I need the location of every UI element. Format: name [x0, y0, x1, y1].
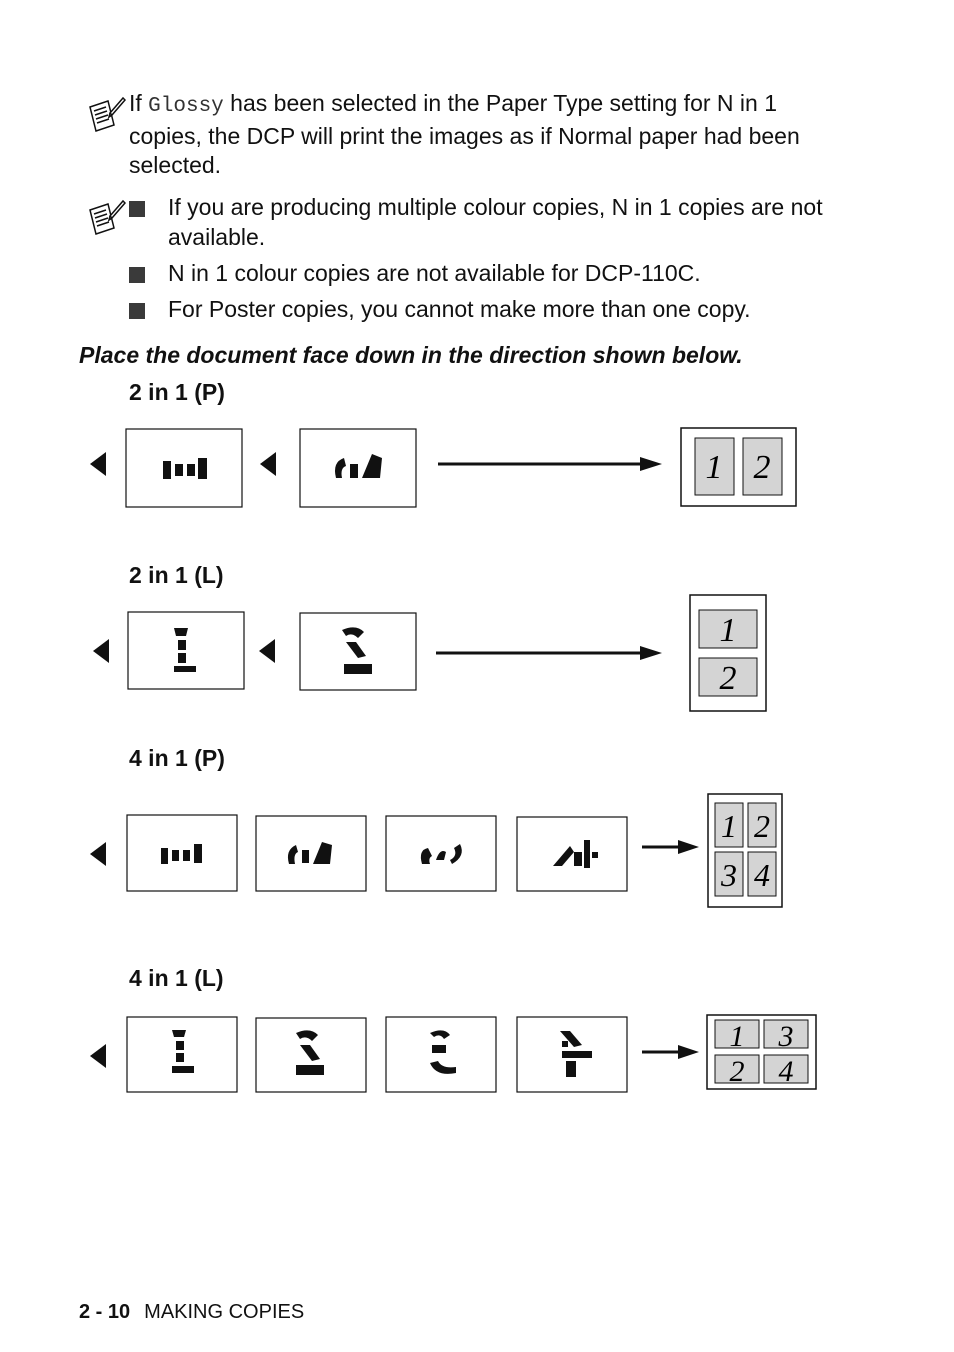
output-number: 1: [705, 449, 723, 486]
diagram-2in1-landscape: [0, 590, 954, 720]
feed-arrow-icon: [259, 639, 275, 663]
source-page: [127, 815, 237, 891]
output-number: 2: [753, 449, 771, 486]
instruction-heading: Place the document face down in the direction shown below.: [79, 342, 743, 368]
section-title: MAKING COPIES: [144, 1301, 305, 1323]
bullet-item: [129, 259, 839, 289]
diagram-label-4in1-l: 4 in 1 (L): [129, 965, 224, 991]
output-number: 4: [778, 1055, 794, 1088]
output-number: 2: [719, 660, 737, 697]
note-text-suffix: has been selected in the Paper Type setting for N in 1 copies, the DCP will print the images as if Normal paper had been selected.: [129, 90, 800, 178]
glossy-note: [129, 89, 829, 181]
bullet-text: N in 1 colour copies are not available for DCP-110C.: [168, 260, 701, 286]
diagram-label-2in1-l: 2 in 1 (L): [129, 562, 224, 588]
output-number: 1: [721, 808, 737, 844]
output-number: 3: [721, 857, 737, 893]
diagram-2in1-portrait: [0, 420, 954, 520]
output-number: 1: [729, 1020, 745, 1053]
output-number: 4: [754, 857, 770, 893]
glossy-setting-code: Glossy: [148, 95, 224, 118]
feed-arrow-icon: [90, 842, 106, 866]
note-pencil-icon: [86, 198, 126, 238]
diagram-4in1-portrait: [0, 790, 954, 915]
source-page: [256, 816, 366, 891]
bullet-item: [129, 193, 839, 253]
output-arrow-icon: [640, 457, 662, 471]
note-pencil-icon: [86, 95, 126, 135]
output-arrow-icon: [640, 646, 662, 660]
output-arrow-icon: [678, 840, 699, 854]
diagram-4in1-landscape: [0, 1005, 954, 1100]
bullet-square: [129, 267, 145, 283]
feed-arrow-icon: [90, 1044, 106, 1068]
source-page: [386, 1017, 496, 1092]
feed-arrow-icon: [90, 452, 106, 476]
bullet-text: For Poster copies, you cannot make more than one copy.: [168, 296, 751, 322]
bullet-item: [129, 295, 839, 325]
bullet-square: [129, 201, 145, 217]
source-page: [128, 612, 244, 689]
bullet-text: If you are producing multiple colour copies, N in 1 copies are not available.: [168, 194, 823, 250]
feed-arrow-icon: [93, 639, 109, 663]
output-number: 2: [754, 808, 770, 844]
output-number: 2: [729, 1055, 745, 1088]
note-text-prefix: If: [129, 90, 149, 116]
diagram-label-2in1-p: 2 in 1 (P): [129, 379, 225, 405]
page-footer: [79, 1301, 304, 1324]
page-number: 2 - 10: [79, 1301, 131, 1323]
source-page: [126, 429, 242, 507]
output-arrow-icon: [678, 1045, 699, 1059]
output-number: 3: [778, 1020, 794, 1053]
feed-arrow-icon: [260, 452, 276, 476]
bullet-square: [129, 303, 145, 319]
output-number: 1: [719, 612, 737, 649]
diagram-label-4in1-p: 4 in 1 (P): [129, 745, 225, 771]
